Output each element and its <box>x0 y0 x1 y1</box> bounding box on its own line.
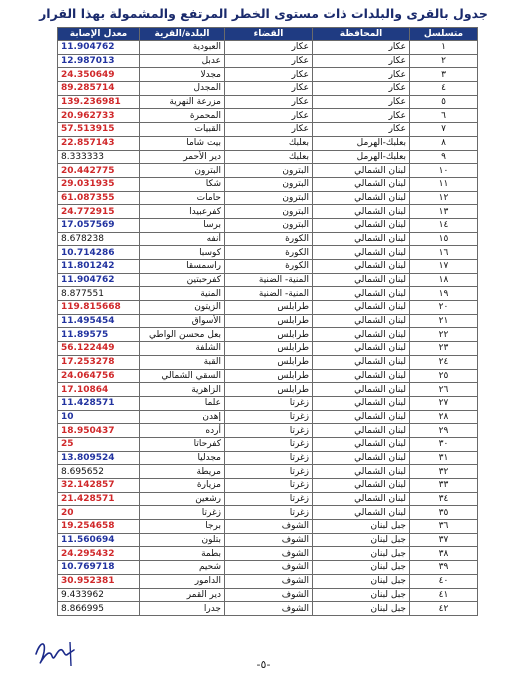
serial-cell: ٢٠ <box>410 301 478 315</box>
infection-rate-cell: 11.801242 <box>58 260 140 274</box>
infection-rate-cell: 17.253278 <box>58 355 140 369</box>
infection-rate-cell: 30.952381 <box>58 574 140 588</box>
table-row <box>58 492 478 506</box>
village-cell: رشعين <box>140 492 225 506</box>
table-row <box>58 205 478 219</box>
table-header-row <box>58 28 478 41</box>
governorate-cell: لبنان الشمالي <box>313 465 410 479</box>
village-cell: إهدن <box>140 410 225 424</box>
governorate-cell: لبنان الشمالي <box>313 218 410 232</box>
serial-cell: ١٥ <box>410 232 478 246</box>
serial-cell: ٧ <box>410 123 478 137</box>
serial-cell: ٣٥ <box>410 506 478 520</box>
serial-cell: ٣٠ <box>410 437 478 451</box>
village-cell: أنفه <box>140 232 225 246</box>
table-row <box>58 41 478 55</box>
governorate-cell: لبنان الشمالي <box>313 479 410 493</box>
village-cell: القبيات <box>140 123 225 137</box>
governorate-cell: جبل لبنان <box>313 574 410 588</box>
district-cell: الكورة <box>225 232 313 246</box>
district-cell: زغرتا <box>225 396 313 410</box>
infection-rate-cell: 11.428571 <box>58 396 140 410</box>
serial-cell: ١٤ <box>410 218 478 232</box>
district-cell: طرابلس <box>225 355 313 369</box>
governorate-cell: عكار <box>313 109 410 123</box>
infection-rate-cell: 56.122449 <box>58 342 140 356</box>
infection-rate-cell: 21.428571 <box>58 492 140 506</box>
governorate-cell: لبنان الشمالي <box>313 383 410 397</box>
governorate-cell: لبنان الشمالي <box>313 301 410 315</box>
serial-cell: ٨ <box>410 136 478 150</box>
serial-cell: ٣٢ <box>410 465 478 479</box>
village-cell: الزيتون <box>140 301 225 315</box>
district-cell: عكار <box>225 95 313 109</box>
district-cell: طرابلس <box>225 369 313 383</box>
serial-cell: ٣٤ <box>410 492 478 506</box>
infection-rate-cell: 11.495454 <box>58 314 140 328</box>
table-row <box>58 520 478 534</box>
table-body <box>58 41 478 616</box>
infection-rate-cell: 11.904762 <box>58 273 140 287</box>
table-row <box>58 328 478 342</box>
serial-cell: ١٨ <box>410 273 478 287</box>
village-cell: أرده <box>140 424 225 438</box>
village-cell: الشلفة <box>140 342 225 356</box>
village-cell: بطمة <box>140 547 225 561</box>
governorate-cell: لبنان الشمالي <box>313 287 410 301</box>
district-cell: طرابلس <box>225 301 313 315</box>
serial-cell: ٢٧ <box>410 396 478 410</box>
serial-cell: ١٣ <box>410 205 478 219</box>
governorate-cell: لبنان الشمالي <box>313 164 410 178</box>
district-cell: الشوف <box>225 574 313 588</box>
district-cell: المنية- الضنية <box>225 273 313 287</box>
village-cell: بعل محسن الواطي <box>140 328 225 342</box>
infection-rate-cell: 17.10864 <box>58 383 140 397</box>
village-cell: القبة <box>140 355 225 369</box>
table-row <box>58 465 478 479</box>
table-row <box>58 136 478 150</box>
table-row <box>58 82 478 96</box>
district-cell: زغرتا <box>225 492 313 506</box>
district-cell: الشوف <box>225 588 313 602</box>
serial-cell: ٣٩ <box>410 561 478 575</box>
table-row <box>58 177 478 191</box>
district-cell: الكورة <box>225 246 313 260</box>
serial-cell: ١١ <box>410 177 478 191</box>
district-cell: زغرتا <box>225 451 313 465</box>
infection-rate-cell: 25 <box>58 437 140 451</box>
village-cell: زغرتا <box>140 506 225 520</box>
table-row <box>58 273 478 287</box>
infection-rate-cell: 19.254658 <box>58 520 140 534</box>
village-cell: مجدليا <box>140 451 225 465</box>
village-cell: الزاهرية <box>140 383 225 397</box>
governorate-cell: عكار <box>313 95 410 109</box>
district-cell: الشوف <box>225 547 313 561</box>
serial-cell: ٩ <box>410 150 478 164</box>
serial-cell: ٢٥ <box>410 369 478 383</box>
table-row <box>58 451 478 465</box>
village-cell: مزرعة النهرية <box>140 95 225 109</box>
village-cell: راسمسقا <box>140 260 225 274</box>
village-cell: حامات <box>140 191 225 205</box>
district-cell: الشوف <box>225 602 313 616</box>
serial-cell: ٦ <box>410 109 478 123</box>
district-cell: بعلبك <box>225 150 313 164</box>
governorate-cell: لبنان الشمالي <box>313 410 410 424</box>
infection-rate-cell: 32.142857 <box>58 479 140 493</box>
village-cell: مجدلا <box>140 68 225 82</box>
governorate-cell: لبنان الشمالي <box>313 205 410 219</box>
infection-rate-cell: 8.695652 <box>58 465 140 479</box>
village-cell: كفرحاتا <box>140 437 225 451</box>
infection-rate-cell: 139.236981 <box>58 95 140 109</box>
district-cell: طرابلس <box>225 314 313 328</box>
header-village: البلدة/القرية <box>140 28 225 41</box>
table-row <box>58 396 478 410</box>
serial-cell: ٣٨ <box>410 547 478 561</box>
infection-rate-cell: 20 <box>58 506 140 520</box>
table-row <box>58 506 478 520</box>
governorate-cell: لبنان الشمالي <box>313 492 410 506</box>
governorate-cell: بعلبك-الهرمل <box>313 150 410 164</box>
governorate-cell: جبل لبنان <box>313 547 410 561</box>
district-cell: زغرتا <box>225 410 313 424</box>
table-row <box>58 150 478 164</box>
serial-cell: ٣٧ <box>410 533 478 547</box>
governorate-cell: لبنان الشمالي <box>313 451 410 465</box>
serial-cell: ١ <box>410 41 478 55</box>
table-row <box>58 588 478 602</box>
infection-rate-cell: 8.877551 <box>58 287 140 301</box>
header-infection-rate: معدل الإصابة <box>58 28 140 41</box>
serial-cell: ٣٦ <box>410 520 478 534</box>
document-title: جدول بالقرى والبلدات ذات مستوى الخطر المرتفع والمشمولة بهذا القرار <box>39 6 488 21</box>
table-row <box>58 232 478 246</box>
infection-rate-cell: 8.333333 <box>58 150 140 164</box>
table-row <box>58 314 478 328</box>
table-row <box>58 301 478 315</box>
table-row <box>58 54 478 68</box>
district-cell: المنية- الضنية <box>225 287 313 301</box>
governorate-cell: عكار <box>313 82 410 96</box>
table-row <box>58 123 478 137</box>
governorate-cell: جبل لبنان <box>313 602 410 616</box>
governorate-cell: لبنان الشمالي <box>313 314 410 328</box>
serial-cell: ١٩ <box>410 287 478 301</box>
table-row <box>58 246 478 260</box>
serial-cell: ٥ <box>410 95 478 109</box>
governorate-cell: جبل لبنان <box>313 520 410 534</box>
table-row <box>58 342 478 356</box>
serial-cell: ٤ <box>410 82 478 96</box>
governorate-cell: عكار <box>313 41 410 55</box>
district-cell: عكار <box>225 54 313 68</box>
village-cell: مريطة <box>140 465 225 479</box>
table-row <box>58 410 478 424</box>
village-cell: كفرعبيدا <box>140 205 225 219</box>
table-row <box>58 533 478 547</box>
village-cell: السقي الشمالي <box>140 369 225 383</box>
district-cell: زغرتا <box>225 479 313 493</box>
governorate-cell: لبنان الشمالي <box>313 424 410 438</box>
serial-cell: ٢ <box>410 54 478 68</box>
district-cell: زغرتا <box>225 506 313 520</box>
table-row <box>58 287 478 301</box>
village-cell: بيت شاما <box>140 136 225 150</box>
table-row <box>58 424 478 438</box>
governorate-cell: لبنان الشمالي <box>313 260 410 274</box>
table-row <box>58 369 478 383</box>
village-cell: شحيم <box>140 561 225 575</box>
infection-rate-cell: 24.772915 <box>58 205 140 219</box>
village-cell: كوسبا <box>140 246 225 260</box>
village-cell: الأسواق <box>140 314 225 328</box>
infection-rate-cell: 12.987013 <box>58 54 140 68</box>
table-row <box>58 479 478 493</box>
village-cell: دير القمر <box>140 588 225 602</box>
village-cell: برسا <box>140 218 225 232</box>
governorate-cell: بعلبك-الهرمل <box>313 136 410 150</box>
district-cell: بعلبك <box>225 136 313 150</box>
infection-rate-cell: 8.866995 <box>58 602 140 616</box>
infection-rate-cell: 17.057569 <box>58 218 140 232</box>
governorate-cell: لبنان الشمالي <box>313 232 410 246</box>
district-cell: زغرتا <box>225 437 313 451</box>
village-cell: جدرا <box>140 602 225 616</box>
district-cell: الشوف <box>225 520 313 534</box>
infection-rate-cell: 8.678238 <box>58 232 140 246</box>
serial-cell: ١٠ <box>410 164 478 178</box>
infection-rate-cell: 10.714286 <box>58 246 140 260</box>
governorate-cell: عكار <box>313 123 410 137</box>
infection-rate-cell: 61.087355 <box>58 191 140 205</box>
governorate-cell: لبنان الشمالي <box>313 369 410 383</box>
governorate-cell: لبنان الشمالي <box>313 191 410 205</box>
governorate-cell: عكار <box>313 54 410 68</box>
district-cell: الشوف <box>225 533 313 547</box>
governorate-cell: جبل لبنان <box>313 561 410 575</box>
infection-rate-cell: 119.815668 <box>58 301 140 315</box>
table-row <box>58 164 478 178</box>
governorate-cell: لبنان الشمالي <box>313 506 410 520</box>
governorate-cell: عكار <box>313 68 410 82</box>
infection-rate-cell: 22.857143 <box>58 136 140 150</box>
governorate-cell: لبنان الشمالي <box>313 177 410 191</box>
infection-rate-cell: 11.904762 <box>58 41 140 55</box>
district-cell: عكار <box>225 82 313 96</box>
district-cell: زغرتا <box>225 465 313 479</box>
governorate-cell: جبل لبنان <box>313 588 410 602</box>
serial-cell: ٢٦ <box>410 383 478 397</box>
serial-cell: ٢٨ <box>410 410 478 424</box>
serial-cell: ٢١ <box>410 314 478 328</box>
district-cell: البترون <box>225 164 313 178</box>
infection-rate-cell: 24.350649 <box>58 68 140 82</box>
table-row <box>58 602 478 616</box>
serial-cell: ٢٤ <box>410 355 478 369</box>
serial-cell: ٢٣ <box>410 342 478 356</box>
serial-cell: ١٧ <box>410 260 478 274</box>
district-cell: طرابلس <box>225 342 313 356</box>
district-cell: البترون <box>225 205 313 219</box>
infection-rate-cell: 24.295432 <box>58 547 140 561</box>
table-row <box>58 191 478 205</box>
header-district: القضاء <box>225 28 313 41</box>
table-row <box>58 260 478 274</box>
serial-cell: ٣٣ <box>410 479 478 493</box>
serial-cell: ٤٠ <box>410 574 478 588</box>
district-cell: البترون <box>225 191 313 205</box>
governorate-cell: لبنان الشمالي <box>313 246 410 260</box>
village-cell: عدبل <box>140 54 225 68</box>
village-cell: علما <box>140 396 225 410</box>
infection-rate-cell: 13.809524 <box>58 451 140 465</box>
village-cell: برجا <box>140 520 225 534</box>
infection-rate-cell: 57.513915 <box>58 123 140 137</box>
page-number: -٥- <box>256 658 271 671</box>
serial-cell: ١٢ <box>410 191 478 205</box>
serial-cell: ٤١ <box>410 588 478 602</box>
district-cell: طرابلس <box>225 328 313 342</box>
table-row <box>58 355 478 369</box>
infection-rate-cell: 10 <box>58 410 140 424</box>
table-row <box>58 109 478 123</box>
governorate-cell: لبنان الشمالي <box>313 328 410 342</box>
table-row <box>58 383 478 397</box>
villages-table <box>57 27 478 616</box>
governorate-cell: جبل لبنان <box>313 533 410 547</box>
header-serial: متسلسل <box>410 28 478 41</box>
district-cell: زغرتا <box>225 424 313 438</box>
village-cell: الدامور <box>140 574 225 588</box>
village-cell: مزيارة <box>140 479 225 493</box>
infection-rate-cell: 29.031935 <box>58 177 140 191</box>
village-cell: بتلون <box>140 533 225 547</box>
serial-cell: ٣١ <box>410 451 478 465</box>
infection-rate-cell: 9.433962 <box>58 588 140 602</box>
governorate-cell: لبنان الشمالي <box>313 342 410 356</box>
village-cell: المنية <box>140 287 225 301</box>
table-row <box>58 95 478 109</box>
district-cell: البترون <box>225 177 313 191</box>
serial-cell: ٢٢ <box>410 328 478 342</box>
village-cell: المجدل <box>140 82 225 96</box>
village-cell: شكا <box>140 177 225 191</box>
governorate-cell: لبنان الشمالي <box>313 273 410 287</box>
district-cell: عكار <box>225 123 313 137</box>
infection-rate-cell: 11.560694 <box>58 533 140 547</box>
infection-rate-cell: 20.442775 <box>58 164 140 178</box>
village-cell: دير الأحمر <box>140 150 225 164</box>
infection-rate-cell: 11.89575 <box>58 328 140 342</box>
district-cell: عكار <box>225 68 313 82</box>
table-row <box>58 437 478 451</box>
district-cell: عكار <box>225 41 313 55</box>
governorate-cell: لبنان الشمالي <box>313 437 410 451</box>
infection-rate-cell: 20.962733 <box>58 109 140 123</box>
table-row <box>58 218 478 232</box>
header-governorate: المحافظة <box>313 28 410 41</box>
table-row <box>58 68 478 82</box>
village-cell: كفرحبتين <box>140 273 225 287</box>
governorate-cell: لبنان الشمالي <box>313 355 410 369</box>
serial-cell: ٣ <box>410 68 478 82</box>
district-cell: البترون <box>225 218 313 232</box>
infection-rate-cell: 24.064756 <box>58 369 140 383</box>
village-cell: المحمرة <box>140 109 225 123</box>
infection-rate-cell: 18.950437 <box>58 424 140 438</box>
table-row <box>58 574 478 588</box>
governorate-cell: لبنان الشمالي <box>313 396 410 410</box>
district-cell: الكورة <box>225 260 313 274</box>
table-row <box>58 547 478 561</box>
table-row <box>58 561 478 575</box>
district-cell: الشوف <box>225 561 313 575</box>
infection-rate-cell: 10.769718 <box>58 561 140 575</box>
district-cell: عكار <box>225 109 313 123</box>
village-cell: العبودية <box>140 41 225 55</box>
serial-cell: ٢٩ <box>410 424 478 438</box>
infection-rate-cell: 89.285714 <box>58 82 140 96</box>
serial-cell: ١٦ <box>410 246 478 260</box>
district-cell: طرابلس <box>225 383 313 397</box>
serial-cell: ٤٢ <box>410 602 478 616</box>
village-cell: البترون <box>140 164 225 178</box>
